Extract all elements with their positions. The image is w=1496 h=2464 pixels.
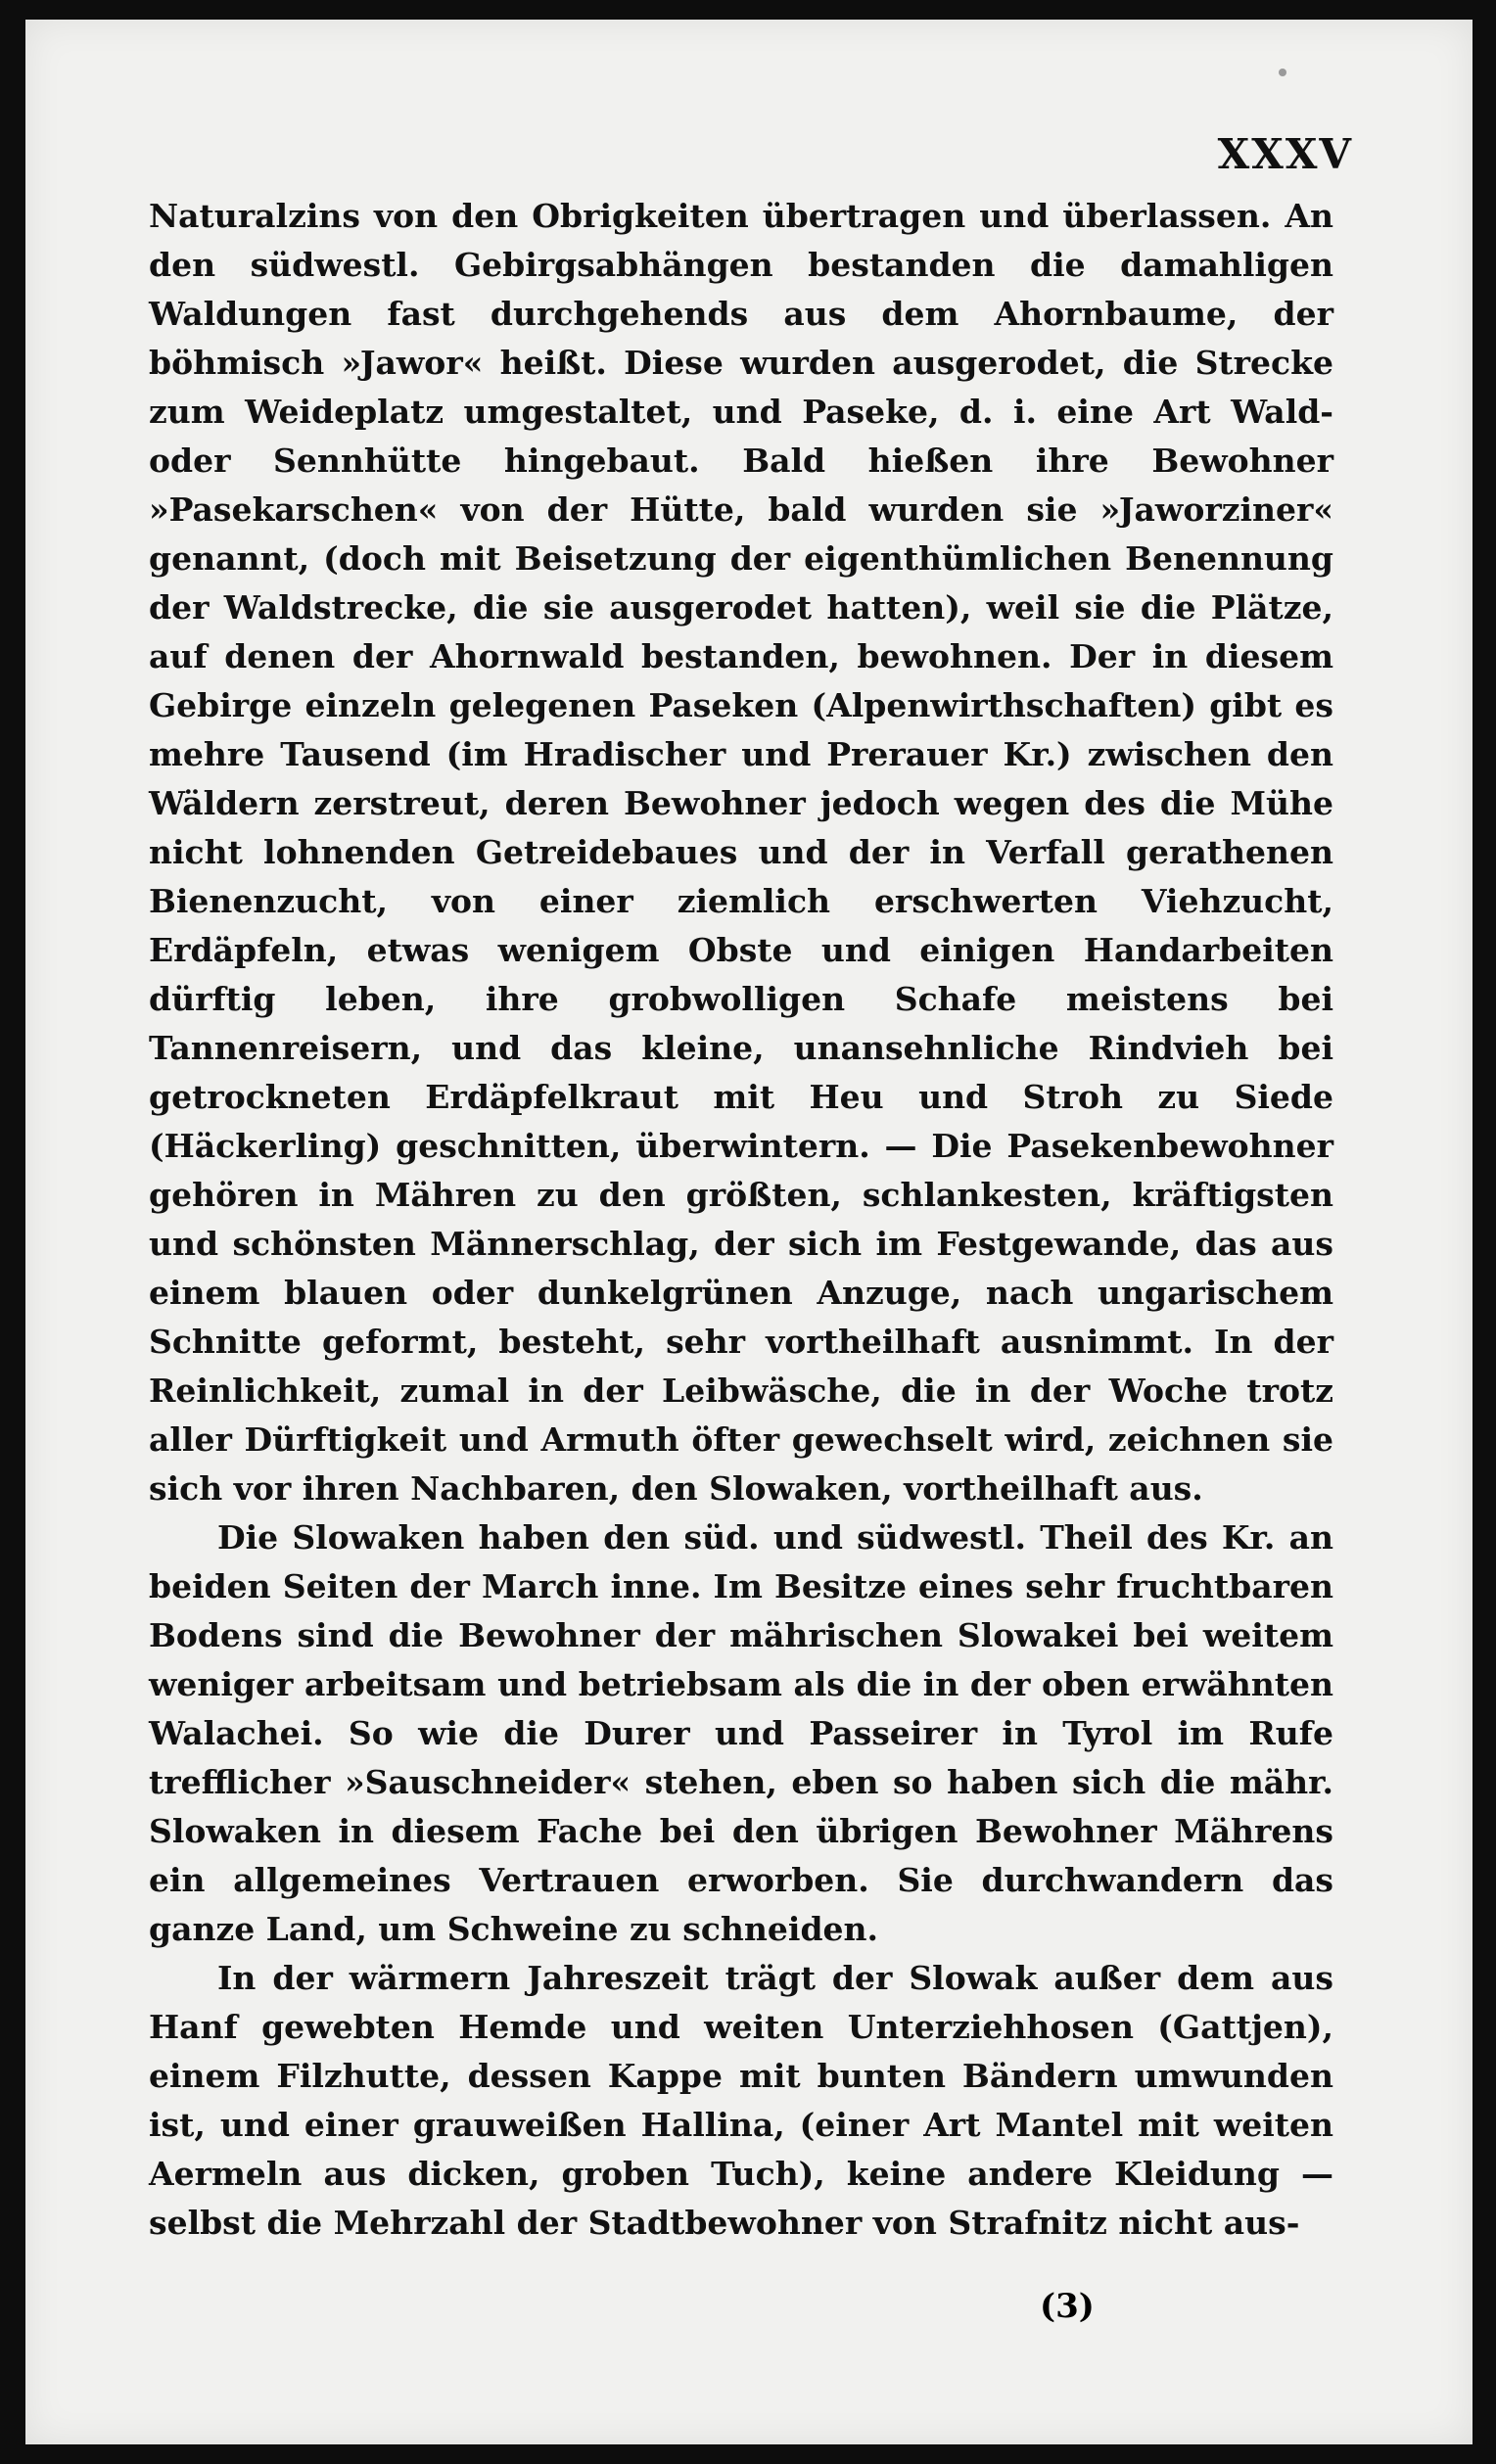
paragraph-1: Naturalzins von den Obrigkeiten übertragen und überlassen. An den südwestl. Gebirgsabhängen bestanden die damahligen Waldungen fast durchgehends aus dem Ahornbaume, der böhmisch »Jawor« heißt. Diese wurden ausgerodet, die Strecke zum Weideplatz umgestaltet, und Paseke, d. i. eine Art Wald- oder Sennhütte hingebaut. Bald hießen ihre Bewohner »Pasekarschen« von der Hütte, bald wurden sie »Jaworziner« genannt, (doch mit Beisetzung der eigenthümlichen Benennung der Waldstrecke, die sie ausgerodet hatten), weil sie die Plätze, auf denen der Ahornwald bestanden, bewohnen. Der in diesem Gebirge einzeln gelegenen Paseken (Alpenwirthschaften) gibt es mehre Tausend (im Hradischer und Prerauer Kr.) zwischen den Wäldern zerstreut, deren Bewohner jedoch wegen des die Mühe nicht lohnenden Getreidebaues und der in Verfall gerathenen Bienenzucht, von einer ziemlich erschwerten Viehzucht, Erdäpfeln, etwas wenigem Obste und einigen Handarbeiten dürftig leben, ihre grobwolligen Schafe meistens bei Tannenreisern, und das kleine, unansehnliche Rindvieh bei getrockneten Erdäpfelkraut mit Heu und Stroh zu Siede (Häckerling) geschnitten, überwintern. — Die Pasekenbewohner gehören in Mähren zu den größten, schlankesten, kräftigsten und schönsten Männerschlag, der sich im Festgewande, das aus einem blauen oder dunkelgrünen Anzuge, nach ungarischem Schnitte geformt, besteht, sehr vortheilhaft ausnimmt. In der Reinlichkeit, zumal in der Leibwäsche, die in der Woche trotz aller Dürftigkeit und Armuth öfter gewechselt wird, zeichnen sie sich vor ihren Nachbaren, den Slowaken, vortheilhaft aus. — [149, 197, 1333, 1508]
book-page — [25, 20, 1473, 2444]
page-body — [149, 125, 1353, 2248]
ink-speck — [1279, 69, 1286, 76]
signature-mark: (3) — [1040, 2287, 1095, 2326]
paragraph-3: In der wärmern Jahreszeit trägt der Slowak außer dem aus Hanf gewebten Hemde und weiten Unterziehhosen (Gattjen), einem Filzhutte, dessen Kappe mit bunten Bändern umwunden ist, und einer grauweißen Hallina, (einer Art Mantel mit weiten Aermeln aus dicken, groben Tuch), keine andere Kleidung — selbst die Mehrzahl der Stadtbewohner von Strafnitz nicht aus- — [149, 1959, 1333, 2242]
page-number-header: XXXV — [1217, 130, 1353, 178]
paragraph-2: Die Slowaken haben den süd. und südwestl. Theil des Kr. an beiden Seiten der March inne. Im Besitze eines sehr fruchtbaren Bodens sind die Bewohner der mährischen Slowakei bei weitem weniger arbeitsam und betriebsam als die in der oben erwähnten Walachei. So wie die Durer und Passeirer in Tyrol im Rufe trefflicher »Sauschneider« stehen, eben so haben sich die mähr. Slowaken in diesem Fache bei den übrigen Bewohner Mährens ein allgemeines Vertrauen erworben. Sie durchwandern das ganze Land, um Schweine zu schneiden. — [149, 1518, 1333, 1948]
page-text — [149, 192, 1333, 2248]
